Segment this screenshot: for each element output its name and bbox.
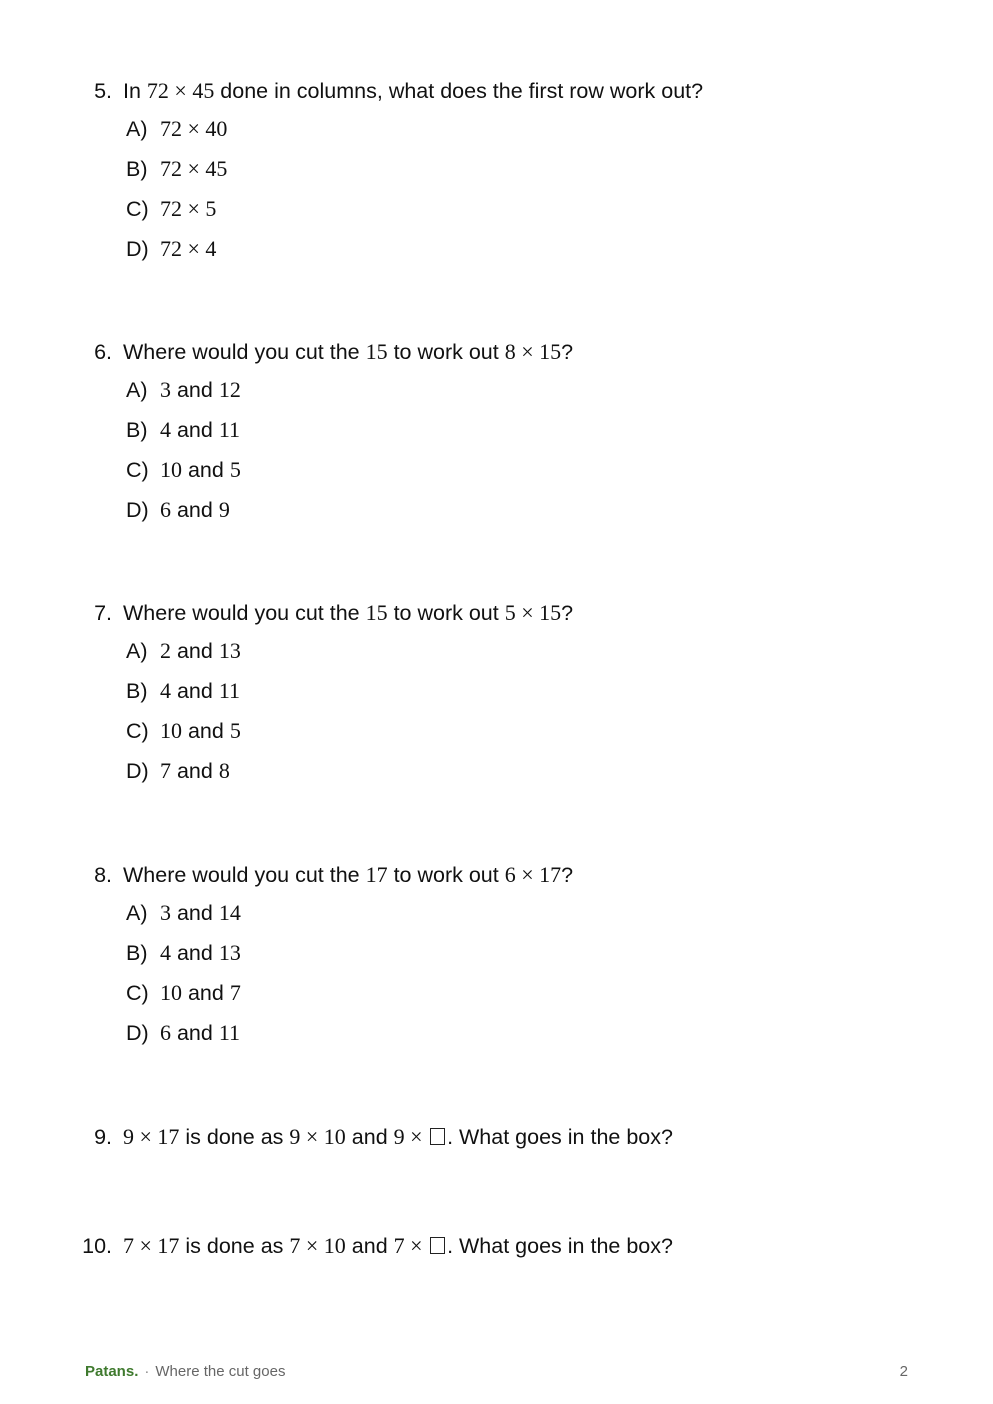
option-value <box>160 719 241 743</box>
math-expression: 8 × 15 <box>504 339 562 364</box>
option-label: C) <box>126 981 149 1005</box>
option-value <box>160 759 230 783</box>
answer-box <box>430 1128 445 1145</box>
option-label: D) <box>126 498 149 522</box>
math-expression: 5 <box>229 457 241 482</box>
question-number: 8. <box>94 863 112 887</box>
brand-name: Patans <box>85 1363 135 1380</box>
option-value <box>160 981 241 1005</box>
option-label: D) <box>126 1021 149 1045</box>
math-expression: 5 <box>229 718 241 743</box>
math-expression: 4 <box>160 417 171 442</box>
math-expression: 7 <box>229 980 241 1005</box>
math-expression: 8 <box>218 758 230 783</box>
question-text <box>123 337 573 367</box>
math-expression: 3 <box>160 900 171 925</box>
option-label: C) <box>126 458 149 482</box>
text-fragment: is done as <box>179 1234 290 1258</box>
math-expression: 6 <box>160 1020 171 1045</box>
text-fragment: and <box>345 1125 394 1149</box>
math-expression: 12 <box>218 377 241 402</box>
option-value <box>160 639 241 663</box>
answer-option-d[interactable] <box>126 1018 240 1048</box>
option-value <box>160 941 241 965</box>
option-label: C) <box>126 719 149 743</box>
math-expression: 17 <box>365 862 388 887</box>
math-expression: 3 <box>160 377 171 402</box>
option-label: B) <box>126 679 148 703</box>
text-fragment: and <box>171 901 219 925</box>
answer-option-b[interactable] <box>126 676 240 706</box>
text-fragment: Where would you cut the <box>123 601 366 625</box>
page-number: 2 <box>899 1363 908 1380</box>
text-fragment: and <box>171 498 219 522</box>
option-value <box>160 418 240 442</box>
question-line <box>0 860 993 890</box>
question-number: 6. <box>94 340 112 364</box>
text-fragment: ? <box>561 340 574 364</box>
answer-option-c[interactable] <box>126 716 241 746</box>
answer-option-a[interactable] <box>126 375 241 405</box>
math-expression: 14 <box>218 900 241 925</box>
text-fragment: and <box>182 458 230 482</box>
question-number: 7. <box>94 601 112 625</box>
answer-option-c[interactable] <box>126 455 241 485</box>
option-value <box>160 197 216 221</box>
doc-title: Where the cut goes <box>155 1363 286 1380</box>
question-line <box>0 1122 993 1152</box>
text-fragment: Where would you cut the <box>123 863 366 887</box>
math-expression: 72 × 4 <box>160 236 217 261</box>
math-expression: 10 <box>160 980 182 1005</box>
question-line <box>0 598 993 628</box>
text-fragment: . What goes in the box? <box>447 1125 673 1149</box>
math-expression: 10 <box>160 457 182 482</box>
question-number: 5. <box>94 79 112 103</box>
math-expression: 9 × 10 <box>289 1124 346 1149</box>
math-expression: 9 × <box>393 1124 429 1149</box>
text-fragment: and <box>345 1234 394 1258</box>
question-line <box>0 1231 993 1261</box>
math-expression: 7 × 10 <box>289 1233 346 1258</box>
answer-option-c[interactable] <box>126 978 241 1008</box>
math-expression: 72 × 45 <box>160 156 228 181</box>
math-expression: 9 <box>218 497 230 522</box>
question-text <box>123 76 703 106</box>
text-fragment: and <box>182 981 230 1005</box>
question-text <box>123 1231 673 1261</box>
option-label: B) <box>126 418 148 442</box>
option-label: A) <box>126 901 148 925</box>
question-line <box>0 337 993 367</box>
text-fragment: Where would you cut the <box>123 340 366 364</box>
question-line <box>0 76 993 106</box>
option-label: C) <box>126 197 149 221</box>
answer-option-b[interactable] <box>126 415 240 445</box>
answer-box <box>430 1237 445 1254</box>
text-fragment: and <box>171 418 219 442</box>
math-expression: 7 <box>160 758 171 783</box>
answer-option-b[interactable] <box>126 938 241 968</box>
answer-option-a[interactable] <box>126 898 241 928</box>
option-label: B) <box>126 157 148 181</box>
option-value <box>160 157 227 181</box>
answer-option-c[interactable] <box>126 194 216 224</box>
text-fragment: ? <box>561 601 574 625</box>
math-expression: 4 <box>160 678 171 703</box>
option-label: B) <box>126 941 148 965</box>
footer-separator: · <box>144 1363 150 1380</box>
option-value <box>160 901 241 925</box>
answer-option-b[interactable] <box>126 154 227 184</box>
answer-option-d[interactable] <box>126 756 230 786</box>
math-expression: 11 <box>218 417 241 442</box>
option-label: D) <box>126 759 149 783</box>
math-expression: 2 <box>160 638 171 663</box>
option-label: A) <box>126 378 148 402</box>
question-number: 9. <box>94 1125 112 1149</box>
answer-option-a[interactable] <box>126 114 227 144</box>
math-expression: 13 <box>218 940 241 965</box>
text-fragment: and <box>171 378 219 402</box>
option-label: D) <box>126 237 149 261</box>
option-label: A) <box>126 639 148 663</box>
text-fragment: In <box>123 79 147 103</box>
text-fragment: ? <box>561 863 574 887</box>
question-text <box>123 860 573 890</box>
option-label: A) <box>126 117 148 141</box>
option-value <box>160 679 240 703</box>
page-footer <box>85 1360 908 1384</box>
answer-option-d[interactable] <box>126 495 230 525</box>
text-fragment: . What goes in the box? <box>447 1234 673 1258</box>
math-expression: 11 <box>218 678 241 703</box>
text-fragment: and <box>171 1021 219 1045</box>
math-expression: 11 <box>218 1020 241 1045</box>
option-value <box>160 1021 240 1045</box>
question-number: 10. <box>82 1234 112 1258</box>
option-value <box>160 458 241 482</box>
text-fragment: to work out <box>387 340 505 364</box>
text-fragment: is done as <box>179 1125 290 1149</box>
text-fragment: and <box>182 719 230 743</box>
answer-option-d[interactable] <box>126 234 216 264</box>
text-fragment: done in columns, what does the first row work out? <box>214 79 704 103</box>
math-expression: 10 <box>160 718 182 743</box>
option-value <box>160 498 230 522</box>
answer-option-a[interactable] <box>126 636 241 666</box>
option-value <box>160 117 227 141</box>
question-text <box>123 1122 673 1152</box>
math-expression: 72 × 40 <box>160 116 228 141</box>
math-expression: 13 <box>218 638 241 663</box>
text-fragment: and <box>171 679 219 703</box>
text-fragment: and <box>171 639 219 663</box>
math-expression: 4 <box>160 940 171 965</box>
math-expression: 9 × 17 <box>123 1124 180 1149</box>
math-expression: 6 × 17 <box>504 862 562 887</box>
math-expression: 15 <box>365 339 388 364</box>
text-fragment: to work out <box>387 863 505 887</box>
option-value <box>160 378 241 402</box>
text-fragment: and <box>171 759 219 783</box>
brand-dot: . <box>134 1363 139 1380</box>
question-text <box>123 598 573 628</box>
math-expression: 72 × 45 <box>146 78 215 103</box>
math-expression: 6 <box>160 497 171 522</box>
math-expression: 7 × <box>393 1233 429 1258</box>
text-fragment: and <box>171 941 219 965</box>
math-expression: 5 × 15 <box>504 600 562 625</box>
option-value <box>160 237 216 261</box>
math-expression: 72 × 5 <box>160 196 217 221</box>
math-expression: 7 × 17 <box>123 1233 180 1258</box>
text-fragment: to work out <box>387 601 505 625</box>
math-expression: 15 <box>365 600 388 625</box>
